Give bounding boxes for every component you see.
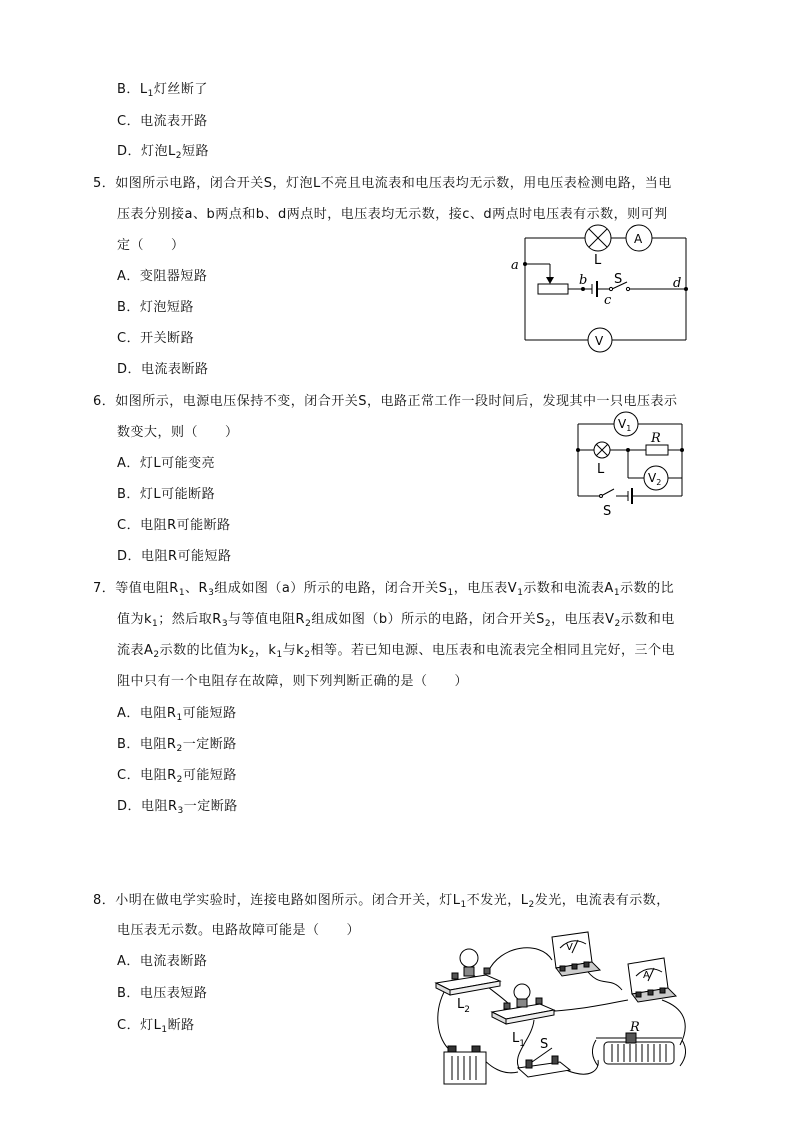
q5-label-b: b: [579, 273, 588, 288]
q5-label-c: c: [604, 293, 612, 308]
q8-rheostat-label: R: [630, 1020, 640, 1035]
q4-option-c: C．电流表开路: [117, 114, 208, 129]
q4-option-d: D．灯泡$L_2$短路: [117, 144, 210, 161]
q8-physical-circuit-illustration: [428, 925, 698, 1093]
q8-option-c: C．灯$L_1$断路: [117, 1018, 195, 1035]
q6-resistor-label: R: [651, 431, 661, 446]
lamp-l2-icon: [436, 949, 500, 995]
q6-option-b: B．灯L可能断路: [117, 487, 216, 502]
q7-stem-line4: 阻中只有一个电阻存在故障，则下列判断正确的是（ ）: [117, 674, 469, 689]
ammeter-icon: [628, 958, 676, 1002]
q7-stem-line3: 流表$A_2$示数的比值为$k_2$，$k_1$与$k_2$相等。若已知电源、电压表和电流表完全相同且完好，三个电: [117, 643, 675, 660]
q6-switch-label: S: [603, 504, 612, 519]
q7-option-a: A．电阻$R_1$可能短路: [117, 706, 237, 723]
rheostat-icon: [592, 1033, 685, 1066]
q7-option-d: D．电阻$R_3$一定断路: [117, 799, 238, 816]
q6-option-a: A．灯L可能变亮: [117, 456, 216, 471]
q8-switch-label: S: [540, 1037, 549, 1052]
q6-circuit-diagram: [570, 410, 690, 520]
q5-ammeter-label: A: [634, 232, 643, 246]
q6-voltmeter1-label: $V_1$: [618, 417, 632, 433]
q8-option-a: A．电流表断路: [117, 954, 208, 969]
voltmeter-icon: [552, 932, 600, 976]
q7-stem-line1: 7．等值电阻$R_1$、$R_3$组成如图（a）所示的电路，闭合开关$S_1$，电压表$V_1$示数和电流表$A_1$示数的比: [93, 581, 675, 598]
q8-ammeter-label: A: [643, 970, 650, 981]
q5-stem-line2: 压表分别接a、b两点和b、d两点时，电压表均无示数，接c、d两点时电压表有示数，则可判: [117, 207, 668, 222]
q8-l1-label: $L_1$: [512, 1031, 525, 1049]
q7-stem-line2: 值为$k_1$；然后取$R_3$与等值电阻$R_2$组成如图（b）所示的电路，闭合开关$S_2$，电压表$V_2$示数和电: [117, 612, 675, 629]
q8-stem-line2: 电压表无示数。电路故障可能是（ ）: [117, 923, 361, 938]
q5-stem-line1: 5．如图所示电路，闭合开关S，灯泡L不亮且电流表和电压表均无示数，用电压表检测电路，当电: [93, 176, 672, 191]
q5-option-a: A．变阻器短路: [117, 269, 208, 284]
q5-label-a: a: [511, 258, 519, 273]
q5-option-c: C．开关断路: [117, 331, 195, 346]
q5-option-b: B．灯泡短路: [117, 300, 194, 315]
q5-stem-line3: 定（ ）: [117, 238, 185, 253]
q6-option-c: C．电阻R可能断路: [117, 518, 231, 533]
q4-option-b: B．$L_1$灯丝断了: [117, 82, 208, 99]
q5-label-d: d: [673, 276, 682, 291]
lamp-l1-icon: [492, 984, 554, 1024]
q6-option-d: D．电阻R可能短路: [117, 549, 232, 564]
q8-option-b: B．电压表短路: [117, 986, 208, 1001]
q5-circuit-diagram: [500, 220, 700, 355]
q6-voltmeter2-label: $V_2$: [648, 471, 662, 487]
battery-icon: [444, 1046, 486, 1084]
q8-l2-label: $L_2$: [457, 997, 470, 1015]
q8-voltmeter-label: V: [566, 942, 573, 953]
q5-label-lamp: L: [594, 253, 602, 268]
q6-stem-line1: 6．如图所示，电源电压保持不变，闭合开关S，电路正常工作一段时间后，发现其中一只电压表示: [93, 394, 678, 409]
q5-option-d: D．电流表断路: [117, 362, 209, 377]
q8-stem-line1: 8．小明在做电学实验时，连接电路如图所示。闭合开关，灯$L_1$不发光，$L_2$发光，电流表有示数，: [93, 893, 670, 910]
q6-stem-line2: 数变大，则（ ）: [117, 425, 239, 440]
q5-voltmeter-label: V: [595, 334, 604, 348]
switch-icon: [518, 1048, 570, 1077]
q7-option-c: C．电阻$R_2$可能短路: [117, 768, 237, 785]
q6-lamp-label: L: [597, 462, 605, 477]
q5-label-switch: S: [614, 272, 623, 287]
q7-option-b: B．电阻$R_2$一定断路: [117, 737, 237, 754]
